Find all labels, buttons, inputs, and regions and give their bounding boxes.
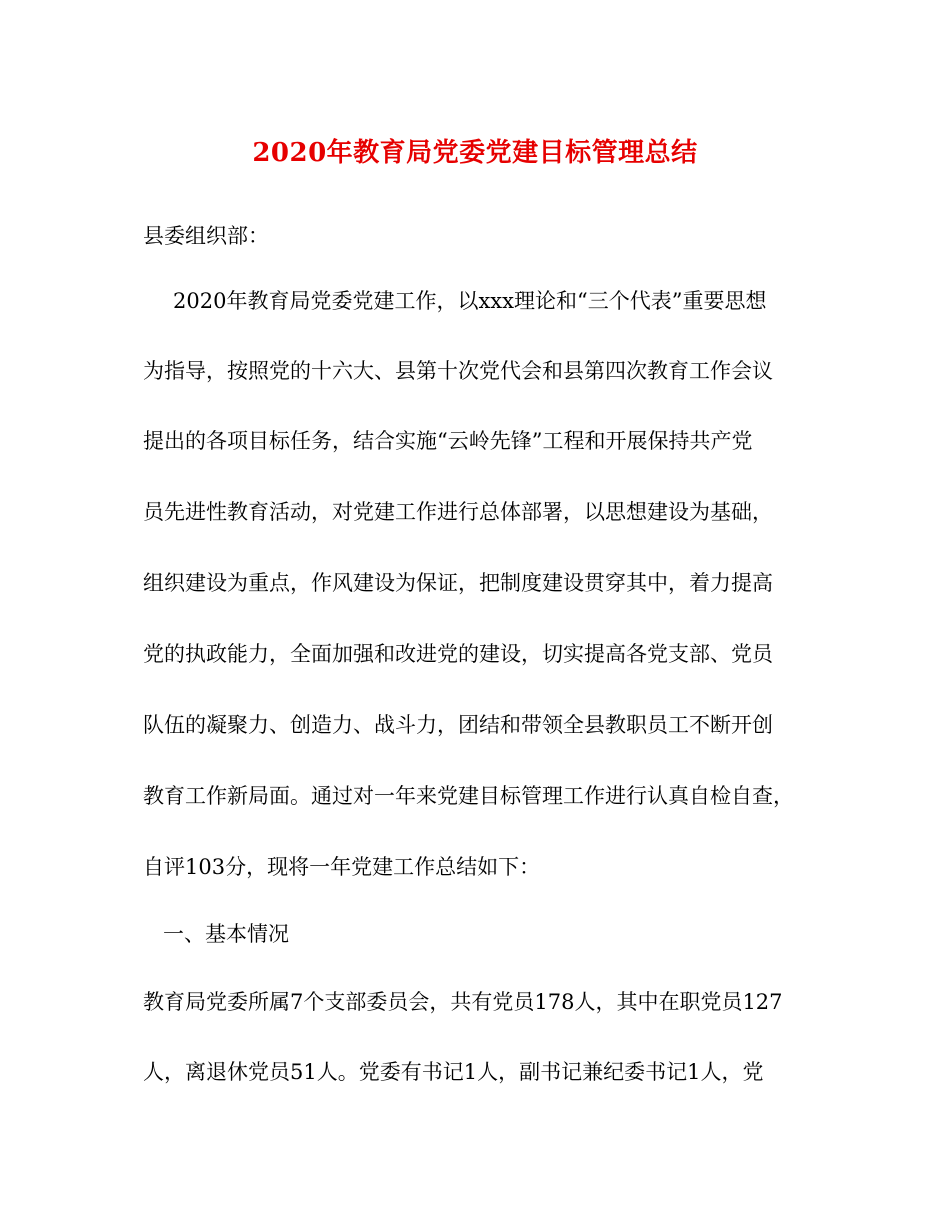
document-title: 2020年教育局党委党建目标管理总结 [252, 138, 698, 168]
paragraph-line: 提出的各项目标任务，结合实施“云岭先锋”工程和开展保持共产党 [143, 429, 753, 453]
paragraph-line: 员先进性教育活动，对党建工作进行总体部署，以思想建设为基础， [143, 500, 773, 524]
paragraph-line: 组织建设为重点，作风建设为保证，把制度建设贯穿其中，着力提高 [143, 571, 773, 595]
paragraph-line: 党的执政能力，全面加强和改进党的建设，切实提高各党支部、党员 [143, 642, 773, 666]
paragraph-line: 为指导，按照党的十六大、县第十次党代会和县第四次教育工作会议 [143, 359, 773, 383]
section-paragraph-line: 教育局党委所属7个支部委员会，共有党员178人，其中在职党员127 [143, 990, 783, 1014]
paragraph-line: 队伍的凝聚力、创造力、战斗力，团结和带领全县教职员工不断开创 [143, 713, 773, 737]
section-paragraph-line: 人，离退休党员51人。党委有书记1人，副书记兼纪委书记1人，党 [143, 1060, 764, 1084]
paragraph-line: 自评103分，现将一年党建工作总结如下： [143, 855, 541, 879]
salutation: 县委组织部： [143, 224, 269, 248]
paragraph-line: 教育工作新局面。通过对一年来党建目标管理工作进行认真自检自查， [143, 784, 794, 808]
section-heading: 一、基本情况 [163, 922, 289, 946]
paragraph-line: 2020年教育局党委党建工作，以xxx理论和“三个代表”重要思想 [173, 289, 767, 313]
